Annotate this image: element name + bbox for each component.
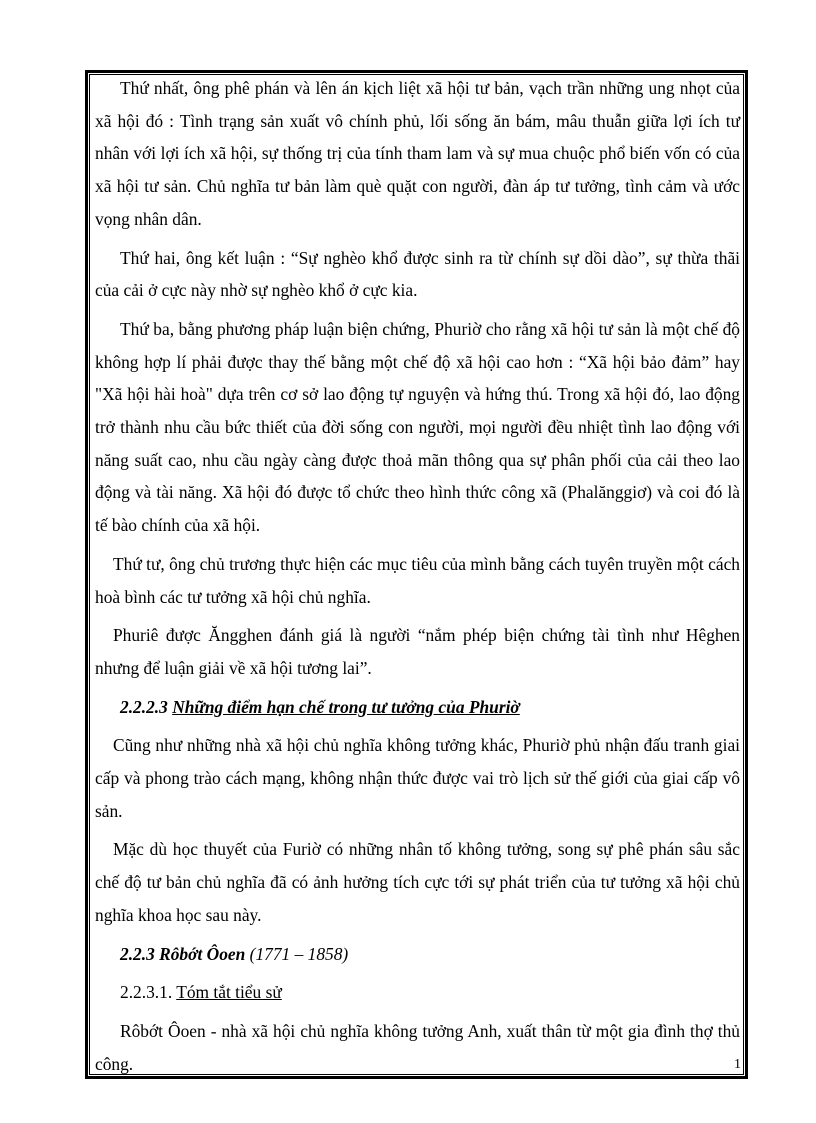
heading-limitations — [95, 691, 740, 724]
paragraph-limitations: Cũng như những nhà xã hội chủ nghĩa không tưởng khác, Phuriờ phủ nhận đấu tranh giai cấp và phong trào cách mạng, không nhận thức được vai trò lịch sử thế giới của giai cấp vô sản. — [95, 735, 740, 821]
heading-biography — [95, 976, 740, 1009]
heading-biography-title: Tóm tắt tiểu sử — [176, 982, 282, 1003]
heading-biography-number: 2.2.3.1. — [120, 982, 173, 1003]
heading-robert-owen — [95, 938, 740, 971]
heading-owen-years: (1771 – 1858) — [249, 943, 349, 964]
paragraph-owen-intro: Rôbớt Ôoen - nhà xã hội chủ nghĩa không tưởng Anh, xuất thân từ một gia đình thợ thủ công. — [95, 1020, 740, 1074]
heading-owen-name: Rôbớt Ôoen — [159, 943, 246, 964]
paragraph-criticism: Thứ nhất, ông phê phán và lên án kịch liệt xã hội tư bản, vạch trần những ung nhọt của xã hội đó : Tình trạng sản xuất vô chính phủ, lối sống ăn bám, mâu thuẫn giữa lợi ích tư nhân với lợi ích xã hội, sự thống trị của tính tham lam và sự mua chuộc phổ biến vốn có của xã hội tư sản. Chủ nghĩa tư bản làm què quặt con người, đàn áp tư tưởng, tình cảm và ước vọng nhân dân. — [95, 78, 740, 229]
document-body — [95, 72, 740, 1080]
paragraph-conclusion: Thứ hai, ông kết luận : “Sự nghèo khổ được sinh ra từ chính sự dồi dào”, sự thừa thãi của cải ở cực này nhờ sự nghèo khổ ở cực kia. — [95, 247, 740, 301]
paragraph-engels-assessment: Phuriê được Ăngghen đánh giá là người “nắm phép biện chứng tài tình như Hêghen nhưng để luận giải về xã hội tương lai”. — [95, 625, 740, 678]
heading-limitations-number: 2.2.2.3 — [120, 696, 168, 717]
paragraph-propaganda: Thứ tư, ông chủ trương thực hiện các mục tiêu của mình bằng cách tuyên truyền một cách hoà bình các tư tưởng xã hội chủ nghĩa. — [95, 553, 740, 607]
heading-limitations-title: Những điểm hạn chế trong tư tưởng của Phuriờ — [172, 696, 520, 717]
page-number: 1 — [734, 1057, 741, 1072]
heading-owen-number: 2.2.3 — [120, 943, 155, 964]
paragraph-dialectics: Thứ ba, bằng phương pháp luận biện chứng, Phuriờ cho rằng xã hội tư sản là một chế độ không hợp lí phải được thay thế bằng một chế độ xã hội cao hơn : “Xã hội bảo đảm” hay "Xã hội hài hoà" dựa trên cơ sở lao động tự nguyện và hứng thú. Trong xã hội đó, lao động trở thành nhu cầu bức thiết của đời sống con người, mọi người đều nhiệt tình lao động với năng suất cao, nhu cầu ngày càng được thoả mãn thông qua sự phân phối của cải theo lao động và tài năng. Xã hội đó được tổ chức theo hình thức công xã (Phalănggiơ) và coi đó là tế bào chính của xã hội. — [95, 318, 740, 536]
paragraph-influence: Mặc dù học thuyết của Furiờ có những nhân tố không tưởng, song sự phê phán sâu sắc chế độ tư bản chủ nghĩa đã có ảnh hưởng tích cực tới sự phát triển của tư tưởng xã hội chủ nghĩa khoa học sau này. — [95, 839, 740, 925]
